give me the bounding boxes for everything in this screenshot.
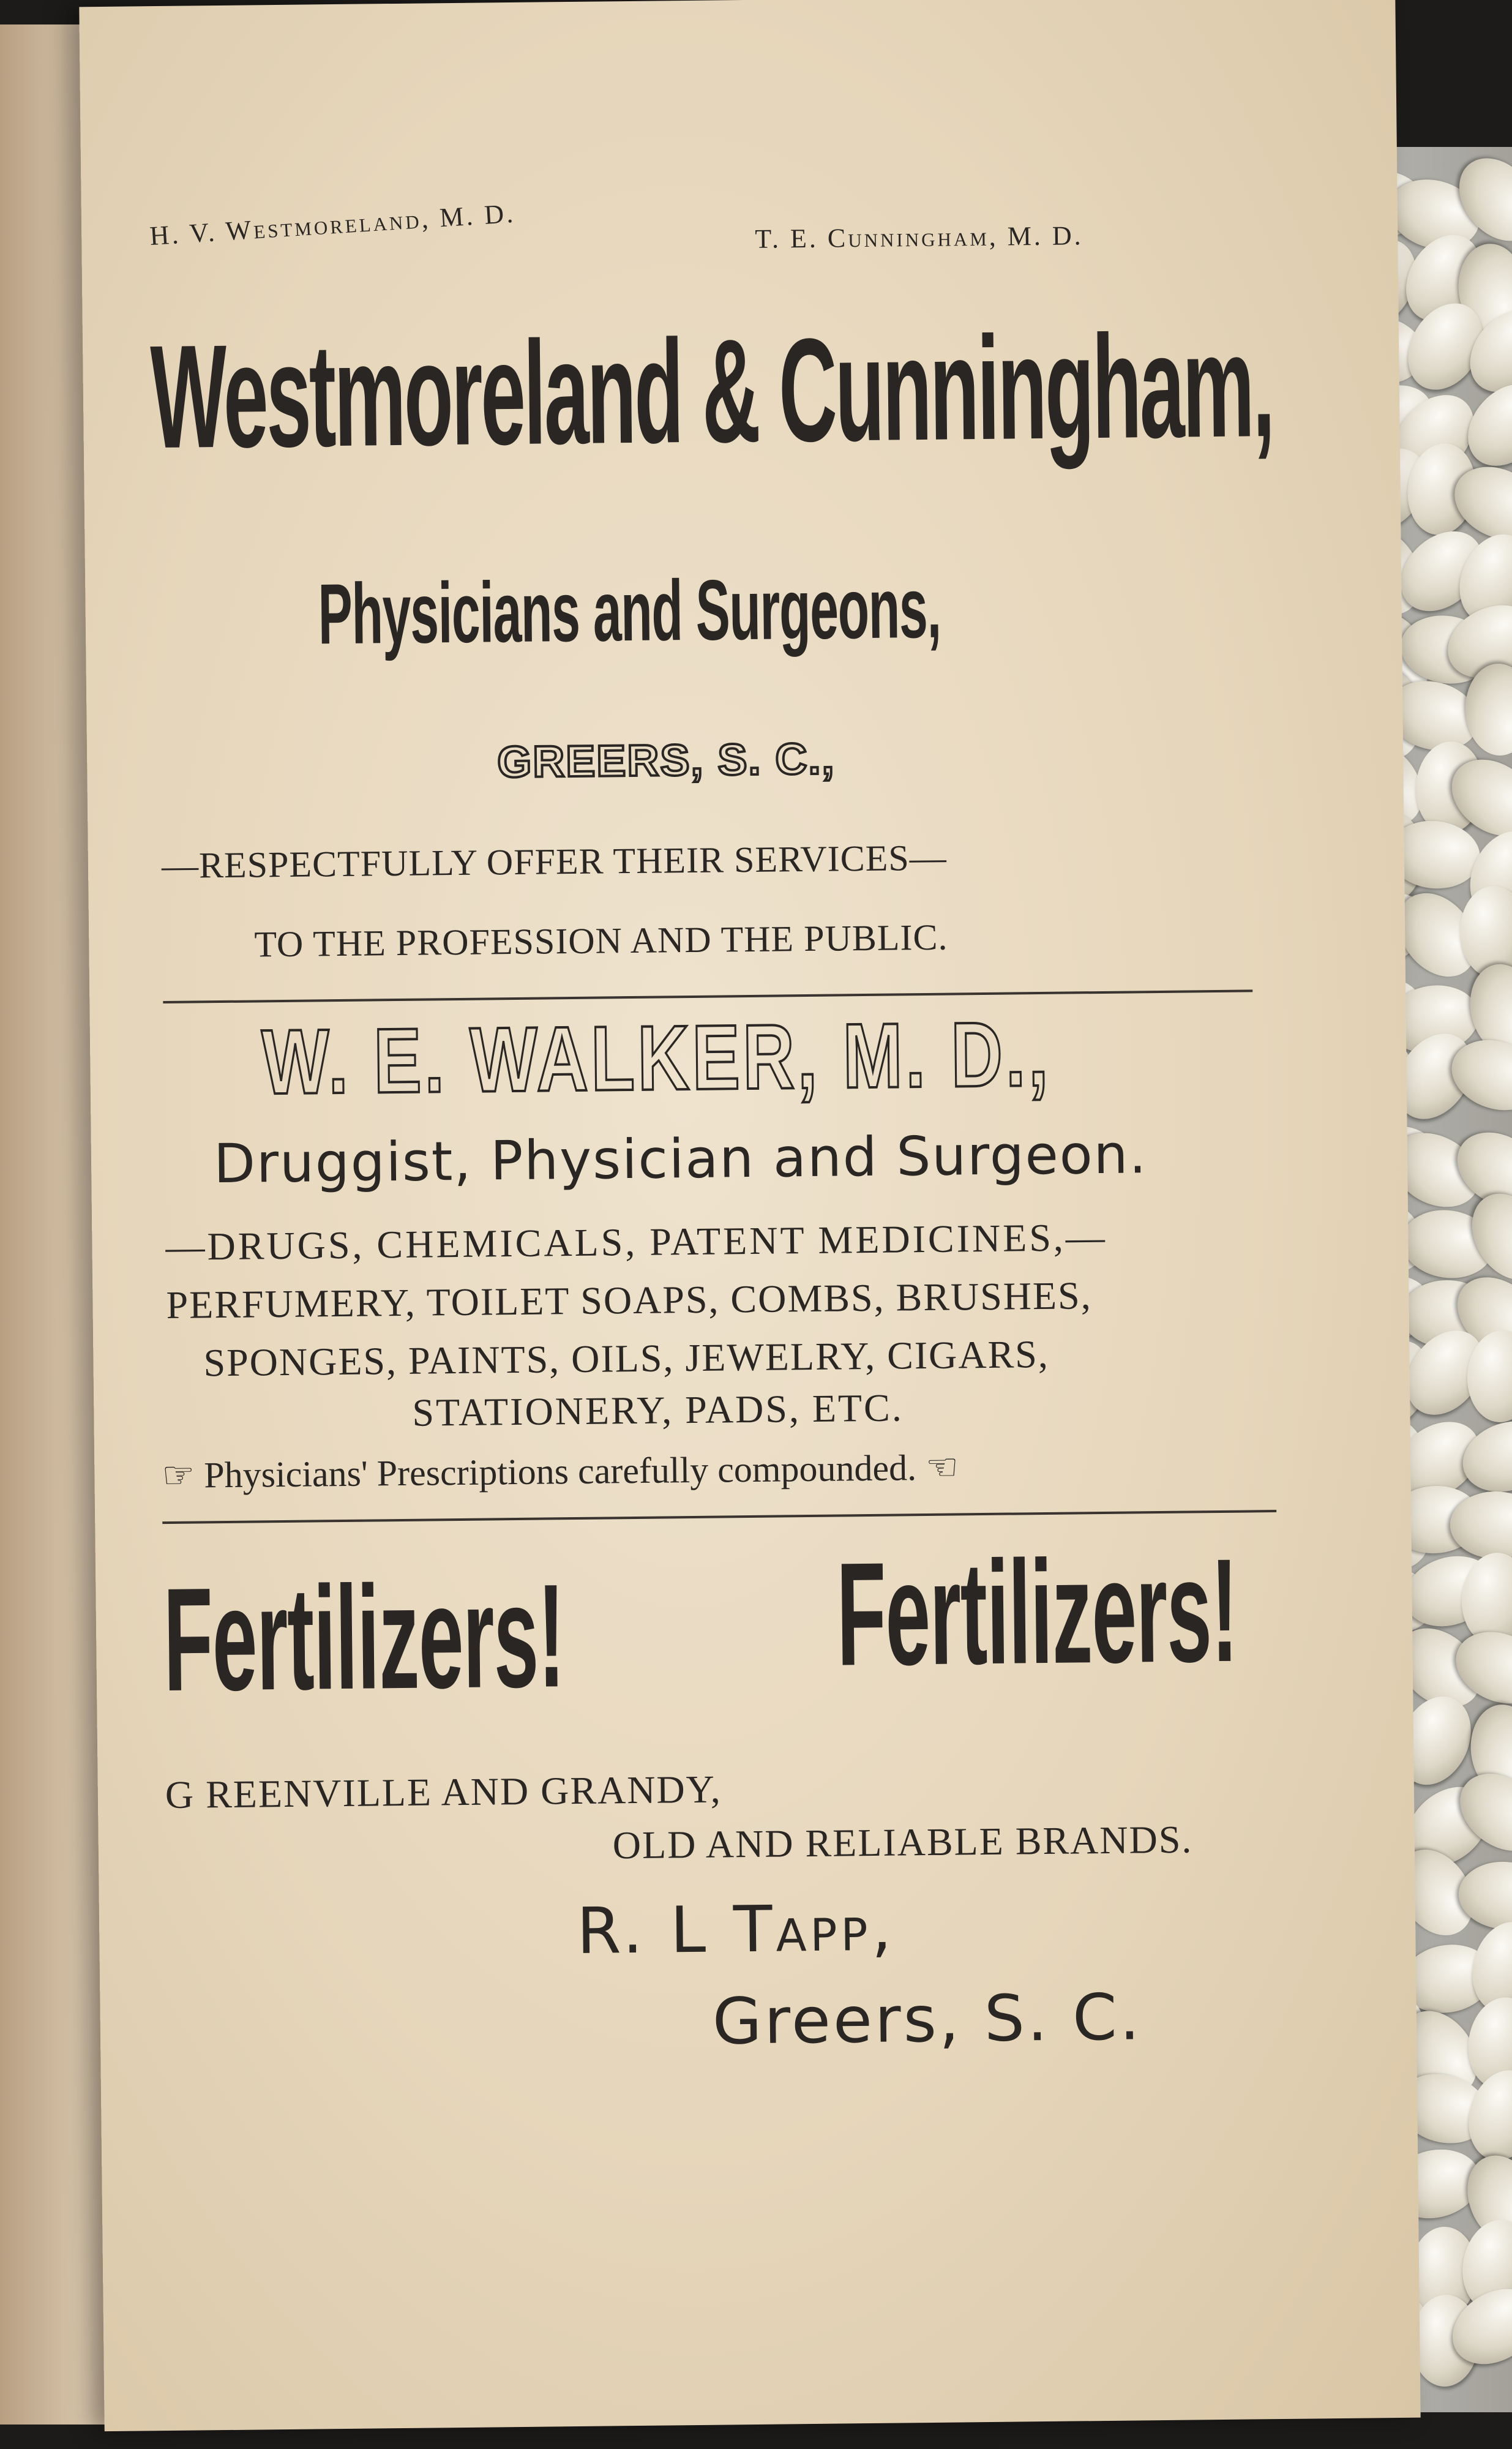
- ad3-reliable-line: OLD AND RELIABLE BRANDS.: [612, 1817, 1193, 1867]
- pointing-hand-left-icon: ☜: [925, 1446, 959, 1490]
- ad1-title: Physicians and Surgeons,: [317, 559, 941, 662]
- ad2-perfumery-line: PERFUMERY, TOILET SOAPS, COMBS, BRUSHES,: [166, 1273, 1092, 1327]
- ad2-stationery-line: STATIONERY, PADS, ETC.: [412, 1386, 904, 1435]
- ad1-location: GREERS, S. C.,: [496, 734, 836, 787]
- pointing-hand-right-icon: ☞: [162, 1453, 195, 1498]
- ad3-name: R. L Tapp,: [576, 1890, 896, 1969]
- divider-2: [162, 1510, 1276, 1524]
- ad3-brands-line: G REENVILLE AND GRANDY,: [165, 1767, 722, 1817]
- ad2-sponges-line: SPONGES, PAINTS, OILS, JEWELRY, CIGARS,: [203, 1332, 1050, 1385]
- ad1-public-line: TO THE PROFESSION AND THE PUBLIC.: [254, 917, 948, 965]
- header-right-name: T. E. Cunningham, M. D.: [755, 220, 1083, 254]
- firm-name: Westmoreland & Cunningham,: [149, 302, 1274, 479]
- divider-1: [163, 989, 1252, 1003]
- fertilizers-heading-right: Fertilizers!: [836, 1528, 1238, 1697]
- book-page: [79, 0, 1420, 2431]
- ad2-prescriptions-line: [162, 1446, 959, 1497]
- header-left-name: H. V. Westmoreland, M. D.: [149, 198, 517, 252]
- page-content: [79, 0, 1420, 2431]
- ad2-title: Druggist, Physician and Surgeon.: [213, 1122, 1148, 1196]
- ad1-services-line: —RESPECTFULLY OFFER THEIR SERVICES—: [161, 837, 947, 887]
- ad3-location: Greers, S. C.: [712, 1979, 1143, 2059]
- prescriptions-text: Physicians' Prescriptions carefully compounded.: [203, 1447, 917, 1496]
- ad2-drugs-line: —DRUGS, CHEMICALS, PATENT MEDICINES,—: [165, 1215, 1108, 1269]
- ad2-name: W. E. WALKER, M. D.,: [261, 1002, 1052, 1114]
- fertilizers-heading-left: Fertilizers!: [162, 1553, 565, 1722]
